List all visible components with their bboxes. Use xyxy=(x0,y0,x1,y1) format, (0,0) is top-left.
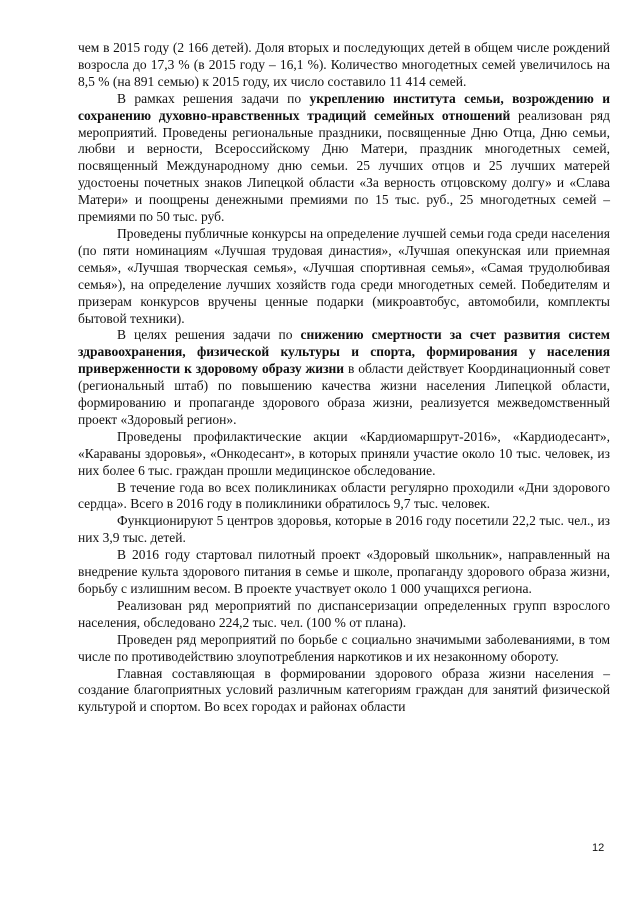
paragraph-text: В целях решения задачи по xyxy=(117,327,301,343)
paragraph-healthy-lifestyle: Главная составляющая в формировании здорового образа жизни населения – создание благоприятных условий различным категориям граждан для занятий физической культурой и спортом. Во всех городах и районах области xyxy=(78,665,610,715)
paragraph-mortality-task xyxy=(78,327,610,428)
paragraph-social-diseases: Проведен ряд мероприятий по борьбе с социально значимыми заболеваниями, в том числе по противодействию злоупотребления наркотиков и их незаконному обороту. xyxy=(78,631,610,664)
page-number: 12 xyxy=(592,842,605,854)
paragraph-family-institute xyxy=(78,91,610,226)
paragraph-text: реализован ряд мероприятий. Проведены региональные праздники, посвященные Дню Отца, Дню семьи, любви и верности, Всероссийскому Дню Матери, праздник многодетных семей, посвященный Международному дню семьи. 25 лучших отцов и 25 лучших матерей удостоены почетных знаков Липецкой области «За верность отцовскому долгу» и «Слава Матери» и поощрены денежными премиями по 15 тыс. руб., 25 многодетных семей – премиями по 50 тыс. руб. xyxy=(78,107,610,225)
paragraph-heart-days: В течение года во всех поликлиниках области регулярно проходили «Дни здорового сердца». Всего в 2016 году в поликлиники обратилось 9,7 тыс. человек. xyxy=(78,479,610,512)
paragraph-prevention-actions: Проведены профилактические акции «Кардиомаршрут-2016», «Кардиодесант», «Караваны здоровья», «Онкодесант», в которых приняли участие около 10 тыс. человек, из них более 6 тыс. граждан прошли медицинское обследование. xyxy=(78,428,610,478)
paragraph-healthy-schoolchild: В 2016 году стартовал пилотный проект «Здоровый школьник», направленный на внедрение культа здорового питания в семье и школе, пропаганду здорового образа жизни, борьбу с излишним весом. В проекте участвует около 1 000 учащихся региона. xyxy=(78,547,610,596)
paragraph-text: В рамках решения задачи по xyxy=(117,90,310,106)
paragraph-family-contests: Проведены публичные конкурсы на определение лучшей семьи года среди населения (по пяти номинациям «Лучшая трудовая династия», «Лучшая опекунская или приемная семья», «Лучшая творческая семья», «Лучшая спортивная семья», «Самая трудолюбивая семья»), на определение лучших хозяйств года среди многодетных семей. Победителям и призерам конкурсов вручены ценные подарки (микроавтобус, автомобили, комплекты бытовой техники). xyxy=(78,225,610,326)
document-body xyxy=(78,40,610,716)
highlighted-task: снижению смертности за счет развития систем здравоохранения, физической культуры и спорта, формирования у населения приверженности к здоровому образу жизни xyxy=(78,327,610,377)
highlighted-task: укреплению института семьи, возрождению и сохранению духовно-нравственных традиций семейных отношений xyxy=(78,90,610,123)
paragraph-text: в области действует Координационный совет (региональный штаб) по повышению качества жизни населения Липецкой области, формированию и пропаганде здорового образа жизни, реализуется межведомственный проект «Здоровый регион». xyxy=(78,361,610,427)
paragraph-demography-end: чем в 2015 году (2 166 детей). Доля вторых и последующих детей в общем числе рождений возросла до 17,3 % (в 2015 году – 16,1 %). Количество многодетных семей увеличилось на 8,5 % (на 891 семью) к 2015 году, их число составило 11 414 семей. xyxy=(78,40,610,89)
paragraph-dispensarization: Реализован ряд мероприятий по диспансеризации определенных групп взрослого населения, обследовано 224,2 тыс. чел. (100 % от плана). xyxy=(78,597,610,630)
paragraph-health-centers: Функционируют 5 центров здоровья, которые в 2016 году посетили 22,2 тыс. чел., из них 3,9 тыс. детей. xyxy=(78,513,610,546)
